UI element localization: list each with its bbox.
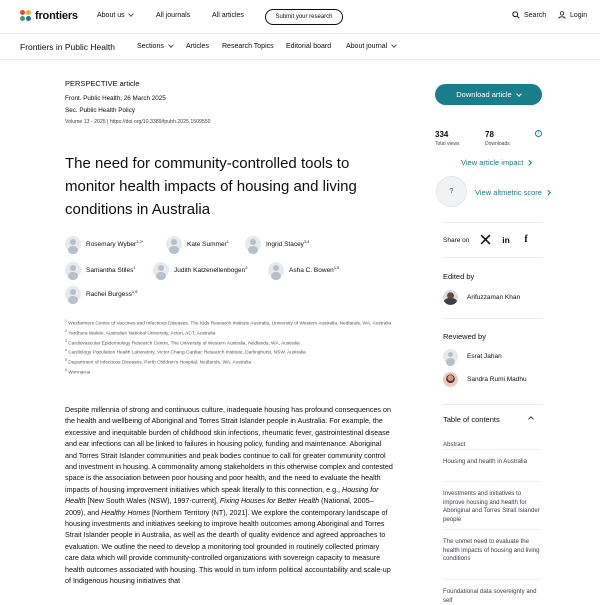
reviewer-name: Esrat Jahan [467,353,502,360]
article-type: PERSPECTIVE article [65,79,140,88]
toc-item[interactable]: Foundational data sovereignty and self [443,579,541,605]
author-name: Kate Summer$^1$ [187,239,229,249]
table-of-contents [443,404,543,604]
downloads-label: Downloads [485,141,510,147]
toc-item[interactable]: Abstract [443,441,466,448]
author-name: Ingrid Stacey$^{3,4}$ [266,239,310,249]
share-label: Share on [443,237,470,244]
affiliations [65,318,395,377]
avatar [443,290,458,305]
chevron-down-icon [391,42,397,48]
chevron-right-icon [527,160,532,165]
journal-nav-articles[interactable] [186,43,209,50]
author-item[interactable] [153,262,247,278]
journal-nav-editorial-board[interactable] [286,43,331,50]
nav-all-journals-label: All journals [156,12,191,19]
author-name: Rosemary Wyber$^{1,2*}$ [86,239,144,249]
article-section[interactable]: Sec. Public Health Policy [65,107,135,114]
reviewer-item[interactable] [443,349,502,364]
about-journal-label: About journal [346,43,388,50]
view-impact-label: View article impact [461,158,524,167]
affiliation: $^5$ Department of Infectious Diseases, Perth Children's Hospital, Nedlands, WA, Australia [65,358,252,366]
affiliation: $^6$ Wonnarua [65,367,91,376]
download-label: Download article [456,90,512,99]
journal-nav-about-journal[interactable] [346,43,396,50]
divider [443,318,543,319]
avatar [65,262,81,278]
articles-label: Articles [186,43,209,50]
downloads-count: 78 [485,130,494,139]
view-altmetric-link[interactable] [475,188,549,197]
view-article-impact-link[interactable] [461,158,531,167]
frontiers-logo[interactable] [20,10,78,22]
avatar [443,349,458,364]
info-icon[interactable]: i [535,130,542,137]
research-topics-label: Research Topics [222,43,274,50]
reviewer-name: Sandra Rumi Madhu [467,376,527,383]
toc-item[interactable]: The unmet need to evaluate the health impacts of housing and living conditions [443,529,541,564]
sections-label: Sections [137,43,164,50]
journal-nav [0,34,600,60]
author-item[interactable] [245,236,310,252]
nav-about-us[interactable] [97,12,133,19]
divider [443,222,543,223]
avatar [245,236,261,252]
journal-citation: Front. Public Health, 26 March 2025 [65,95,166,102]
article-title: The need for community-controlled tools to monitor health impacts of housing and living conditions in Australia [65,155,357,218]
search-button[interactable] [512,11,546,19]
toc-item[interactable]: Investments and initiatives to improve housing and health for Aboriginal and Torres Strait Islander people [443,481,541,524]
user-icon [558,11,566,19]
nav-all-articles[interactable] [212,12,244,19]
toc-item[interactable]: Housing and health in Australia [443,449,541,467]
view-altmetric-label: View altmetric score [475,188,542,197]
x-icon [480,234,491,245]
search-icon [512,11,520,19]
brand-name: frontiers [35,10,78,22]
abstract-text: Despite millennia of strong and continuous culture, inadequate housing has profound consequences on the health and wellbeing of Aboriginal and Torres Strait Islander people in Australia. For example, the excessive and inequitable burden of childhood skin infections, rheumatic fever, gastrointestinal disease and ear infections can all be linked to failures in housing policy, funding and maintenance. Aboriginal and Torres Strait Islander communities and peak bodies continue to call for greater community control and investment in housing. A commonality among stakeholders in this otherwise complex and contested space is the association between poor housing and poor health, and the need to evaluate the health impacts of housing improvement initiatives which speak literally to this connection, e.g., Housing for Health [New South Wales (NSW), 1997-current], Fixing Houses for Better Health (National, 2005–2009), and Healthy Homes [Northern Territory (NT), 2021]. We explore the contemporary landscape of housing investments and initiatives seeking to improve health outcomes among Aboriginal and Torres Strait Islander people in Australia, as well as the dearth of quality evidence and agreed approaches to evaluation. We outline the need to develop a monitoring tool grounded in routinely collected primary care data which will provide community-controlled organizations with sovereign capacity to measure health outcomes associated with housing. This would in turn inform political accountability and scale-up of Indigenous housing initiatives that [65,406,393,586]
avatar [65,236,81,252]
author-item[interactable] [268,262,339,278]
journal-name[interactable]: Frontiers in Public Health [20,42,115,52]
affiliation: $^2$ Yardhura Walani, Australian National University, Acton, ACT, Australia [65,328,216,337]
login-button[interactable] [558,11,587,19]
author-name: Rachel Burgess$^{1,6}$ [86,289,138,299]
chevron-down-icon [516,91,522,97]
editor-item[interactable] [443,290,520,305]
author-name: Asha C. Bowen$^{1,5}$ [289,265,340,275]
journal-nav-research-topics[interactable] [222,43,274,50]
x-share-icon[interactable] [479,234,491,246]
toc-title: Table of contents [443,415,500,424]
nav-about-us-label: About us [97,12,125,19]
site-header [0,0,600,34]
affiliation: $^3$ Cardiovascular Epidemiology Research Centre, The University of Western Australia, Nedlands, WA, Australia [65,338,300,347]
chevron-down-icon [168,42,174,48]
reviewed-by-heading: Reviewed by [443,332,486,341]
edited-by-heading: Edited by [443,272,475,281]
linkedin-share-icon[interactable]: in [502,235,510,245]
total-views-label: Total views [435,141,460,147]
chevron-down-icon [128,11,134,17]
author-item[interactable] [65,236,143,252]
avatar [65,286,81,302]
author-item[interactable] [65,262,136,278]
journal-nav-sections[interactable] [137,43,173,50]
editorial-board-label: Editorial board [286,43,332,50]
altmetric-badge[interactable]: ? [436,176,467,207]
affiliation: $^1$ Wesfarmers Centre of Vaccines and Infectious Diseases, The Kids Research Institute Australia, University of Western Australia, Nedlands, WA, Australia [65,319,392,327]
affiliation: $^4$ Cardiology Population Health Laboratory, Victor Chang Cardiac Research Institute, Darlinghurst, NSW, Australia [65,348,306,356]
avatar [268,262,284,278]
avatar [153,262,169,278]
download-article-button[interactable] [435,84,542,105]
nav-all-articles-label: All articles [212,12,244,19]
avatar [443,372,458,387]
divider [443,257,543,258]
author-item[interactable] [166,236,229,252]
chevron-right-icon [545,190,550,195]
author-name: Samantha Stiles$^1$ [86,265,136,275]
avatar [166,236,182,252]
nav-all-journals[interactable] [156,12,190,19]
chevron-up-icon[interactable] [528,416,534,422]
frontiers-logo-icon [20,10,32,22]
search-label: Search [524,11,547,19]
author-item[interactable] [65,286,137,302]
facebook-share-icon[interactable]: f [524,234,528,245]
volume-doi[interactable]: Volume 13 - 2025 | https://doi.org/10.3389/fpubh.2025.1509550 [65,119,211,125]
reviewer-item[interactable] [443,372,527,387]
submit-research-button[interactable]: Submit your research [265,9,343,25]
editor-name: Arifuzzaman Khan [467,294,521,301]
login-label: Login [570,11,588,19]
total-views-count: 334 [435,130,449,139]
author-name: Judith Katzenellenbogen$^3$ [174,265,248,275]
